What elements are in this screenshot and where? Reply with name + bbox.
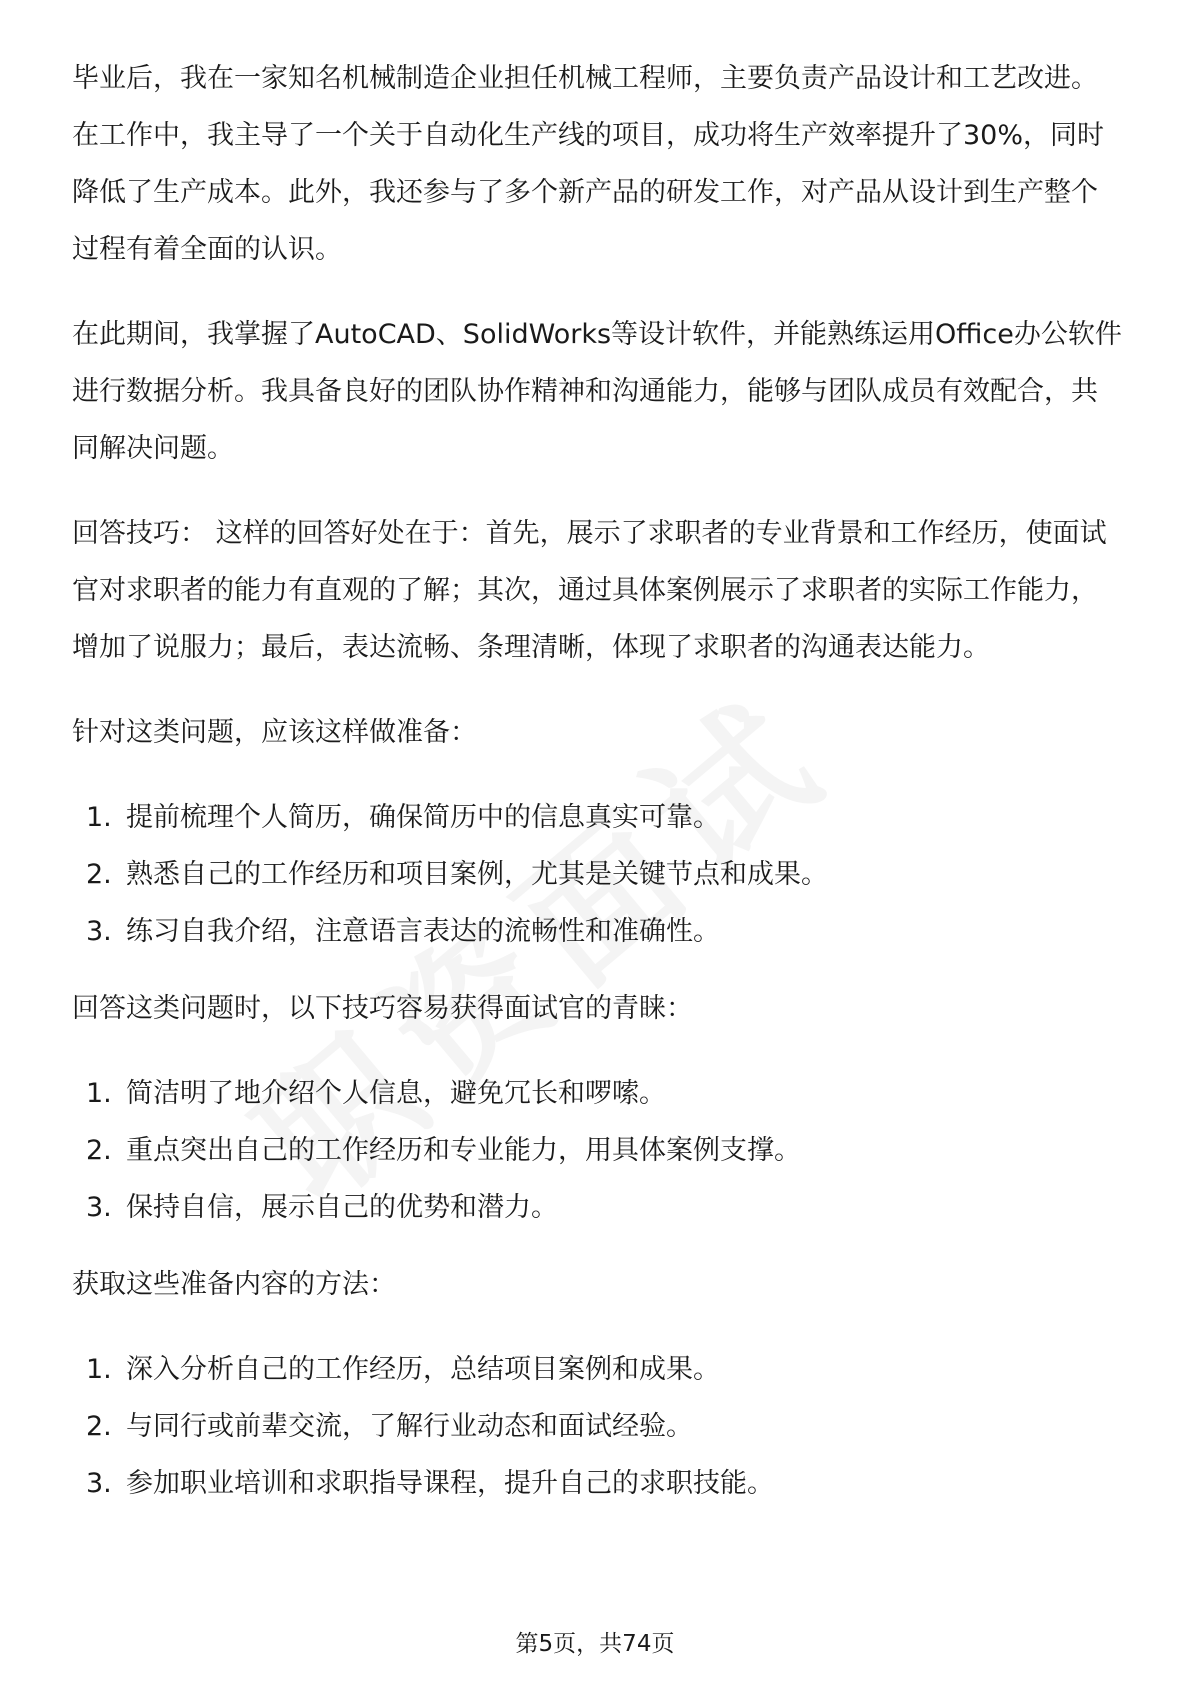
- list-item: [86, 789, 1122, 846]
- list-item-number: 3.: [86, 1468, 112, 1499]
- list-item-number: 1.: [86, 802, 112, 833]
- list-item: [86, 903, 1122, 960]
- list-item: [86, 1398, 1122, 1455]
- paragraph-answer-tips: 回答技巧： 这样的回答好处在于：首先，展示了求职者的专业背景和工作经历，使面试官对求职者的能力有直观的了解；其次，通过具体案例展示了求职者的实际工作能力，增加了说服力；最后，表达流畅、条理清晰，体现了求职者的沟通表达能力。: [72, 518, 1107, 663]
- list-item-number: 3.: [86, 916, 112, 947]
- list-item-text: 简洁明了地介绍个人信息，避免冗长和啰嗦。: [126, 1078, 666, 1109]
- list-item: [86, 846, 1122, 903]
- list-item-number: 1.: [86, 1078, 112, 1109]
- list-item-number: 2.: [86, 1411, 112, 1442]
- section-heading-methods: 获取这些准备内容的方法：: [72, 1269, 396, 1300]
- section-heading-techniques: 回答这类问题时，以下技巧容易获得面试官的青睐：: [72, 993, 693, 1024]
- list-item-text: 提前梳理个人简历，确保简历中的信息真实可靠。: [126, 802, 720, 833]
- list-item: [86, 1065, 1122, 1122]
- list-item: [86, 1179, 1122, 1236]
- section-heading-preparation: 针对这类问题，应该这样做准备：: [72, 717, 477, 748]
- list-preparation: [72, 789, 1122, 960]
- list-item: [86, 1122, 1122, 1179]
- list-item: [86, 1455, 1122, 1512]
- page-content: [72, 50, 1122, 1532]
- list-item-text: 重点突出自己的工作经历和专业能力，用具体案例支撑。: [126, 1135, 801, 1166]
- paragraph-work-experience: 毕业后，我在一家知名机械制造企业担任机械工程师，主要负责产品设计和工艺改进。在工作中，我主导了一个关于自动化生产线的项目，成功将生产效率提升了30%，同时降低了生产成本。此外，我还参与了多个新产品的研发工作，对产品从设计到生产整个过程有着全面的认识。: [72, 63, 1105, 265]
- list-item-text: 参加职业培训和求职指导课程，提升自己的求职技能。: [126, 1468, 774, 1499]
- list-item-text: 保持自信，展示自己的优势和潜力。: [126, 1192, 558, 1223]
- list-item-text: 练习自我介绍，注意语言表达的流畅性和准确性。: [126, 916, 720, 947]
- list-item: [86, 1341, 1122, 1398]
- list-item-number: 2.: [86, 859, 112, 890]
- list-item-number: 3.: [86, 1192, 112, 1223]
- page-number-footer: 第5页，共74页: [515, 1631, 675, 1657]
- list-item-text: 熟悉自己的工作经历和项目案例，尤其是关键节点和成果。: [126, 859, 828, 890]
- list-item-number: 2.: [86, 1135, 112, 1166]
- list-item-number: 1.: [86, 1354, 112, 1385]
- list-methods: [72, 1341, 1122, 1512]
- list-techniques: [72, 1065, 1122, 1236]
- list-item-text: 深入分析自己的工作经历，总结项目案例和成果。: [126, 1354, 720, 1385]
- paragraph-skills: 在此期间，我掌握了AutoCAD、SolidWorks等设计软件，并能熟练运用Office办公软件进行数据分析。我具备良好的团队协作精神和沟通能力，能够与团队成员有效配合，共同解决问题。: [72, 319, 1122, 464]
- list-item-text: 与同行或前辈交流，了解行业动态和面试经验。: [126, 1411, 693, 1442]
